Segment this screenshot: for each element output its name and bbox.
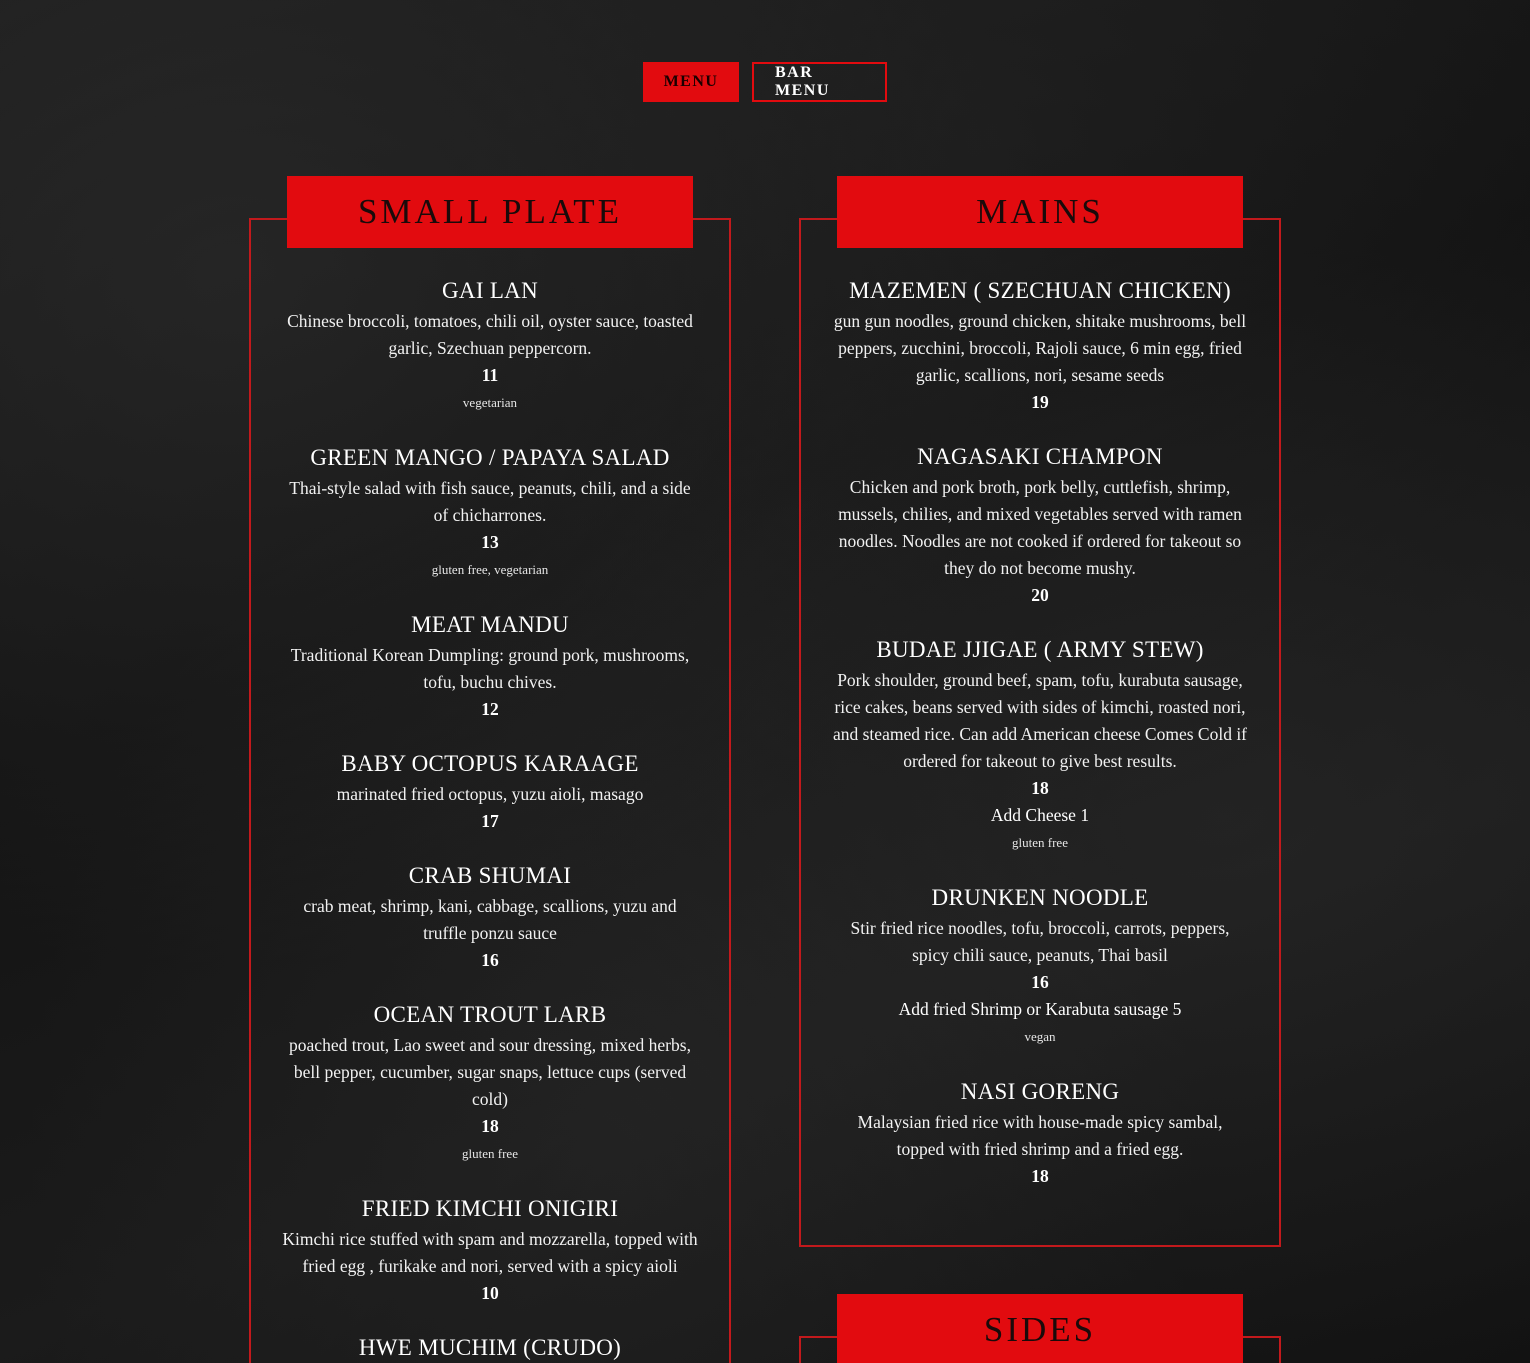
item-description: Pork shoulder, ground beef, spam, tofu, kurabuta sausage, rice cakes, beans served with sides of kimchi, roasted nori, and steamed rice. Can add American cheese Comes Cold if ordered for takeout to give best results. [832, 670, 1248, 771]
menu-item [282, 861, 698, 974]
item-addon: Add Cheese 1 [990, 805, 1090, 825]
item-price: 12 [481, 699, 499, 719]
menu-item [832, 635, 1248, 857]
menu-item [282, 1194, 698, 1307]
item-name: FRIED KIMCHI ONIGIRI [361, 1196, 619, 1221]
item-description: Stir fried rice noodles, tofu, broccoli, carrots, peppers, spicy chili sauce, peanuts, Thai basil [850, 918, 1230, 965]
item-description: Chicken and pork broth, pork belly, cuttlefish, shrimp, mussels, chilies, and mixed vegetables served with ramen noodles. Noodles are not cooked if ordered for takeout so they do not become mushy. [838, 477, 1242, 578]
item-price: 18 [1031, 1166, 1049, 1186]
item-dietary-tag: vegan [1024, 1029, 1056, 1044]
menu-item [282, 276, 698, 417]
tab-bar-menu[interactable]: BAR MENU [752, 62, 887, 102]
item-name: HWE MUCHIM (CRUDO) [358, 1335, 622, 1360]
item-price: 18 [481, 1116, 499, 1136]
menu-item [832, 1077, 1248, 1190]
item-name: CRAB SHUMAI [408, 863, 572, 888]
small-plate-items [282, 276, 698, 1363]
item-description: marinated fried octopus, yuzu aioli, masago [336, 784, 644, 804]
item-price: 16 [1031, 972, 1049, 992]
menu-item [282, 610, 698, 723]
item-addon: Add fried Shrimp or Karabuta sausage 5 [898, 999, 1182, 1019]
item-price: 20 [1031, 585, 1049, 605]
item-description: gun gun noodles, ground chicken, shitake mushrooms, bell peppers, zucchini, broccoli, Rajoli sauce, 6 min egg, fried garlic, scallions, nori, sesame seeds [833, 311, 1247, 385]
item-name: MEAT MANDU [411, 612, 569, 637]
item-name: MAZEMEN ( SZECHUAN CHICKEN) [849, 278, 1231, 303]
item-description: Chinese broccoli, tomatoes, chili oil, oyster sauce, toasted garlic, Szechuan peppercorn. [287, 311, 693, 358]
mains-items [832, 276, 1248, 1190]
mains-header [837, 176, 1243, 248]
item-price: 19 [1031, 392, 1049, 412]
item-description: Malaysian fried rice with house-made spicy sambal, topped with fried shrimp and a fried egg. [857, 1112, 1223, 1159]
item-name: NAGASAKI CHAMPON [917, 444, 1163, 469]
section-title: SMALL PLATE [357, 192, 623, 231]
item-description: crab meat, shrimp, kani, cabbage, scallions, yuzu and truffle ponzu sauce [303, 896, 677, 943]
item-dietary-tag: gluten free [1012, 835, 1068, 850]
item-description: poached trout, Lao sweet and sour dressing, mixed herbs, bell pepper, cucumber, sugar snaps, lettuce cups (served cold) [289, 1035, 691, 1109]
item-price: 18 [1031, 778, 1049, 798]
sides-header [837, 1294, 1243, 1363]
menu-item [282, 443, 698, 584]
item-name: DRUNKEN NOODLE [931, 885, 1149, 910]
item-dietary-tag: gluten free, vegetarian [431, 562, 549, 577]
menu-item [832, 883, 1248, 1051]
tab-menu[interactable]: MENU [643, 62, 739, 102]
item-name: BUDAE JJIGAE ( ARMY STEW) [876, 637, 1204, 662]
menu-item [282, 749, 698, 835]
item-name: BABY OCTOPUS KARAAGE [341, 751, 639, 776]
item-name: GAI LAN [442, 278, 538, 303]
item-dietary-tag: vegetarian [462, 395, 518, 410]
item-name: OCEAN TROUT LARB [373, 1002, 607, 1027]
item-description: Traditional Korean Dumpling: ground pork, mushrooms, tofu, buchu chives. [290, 645, 690, 692]
menu-item [832, 442, 1248, 609]
item-description: Thai-style salad with fish sauce, peanuts, chili, and a side of chicharrones. [289, 478, 691, 525]
section-title: MAINS [976, 192, 1104, 231]
menu-item [282, 1333, 698, 1363]
item-dietary-tag: gluten free [462, 1146, 518, 1161]
menu-item [282, 1000, 698, 1168]
item-price: 17 [481, 811, 499, 831]
menu-item [832, 276, 1248, 416]
menu-tabs [0, 62, 1530, 102]
item-price: 11 [481, 365, 499, 385]
item-name: GREEN MANGO / PAPAYA SALAD [310, 445, 670, 470]
section-title: SIDES [983, 1310, 1097, 1349]
item-price: 16 [481, 950, 499, 970]
small-plate-header [287, 176, 693, 248]
item-price: 10 [481, 1283, 499, 1303]
item-price: 13 [481, 532, 499, 552]
item-description: Kimchi rice stuffed with spam and mozzarella, topped with fried egg , furikake and nori, served with a spicy aioli [282, 1229, 698, 1276]
item-name: NASI GORENG [960, 1079, 1120, 1104]
